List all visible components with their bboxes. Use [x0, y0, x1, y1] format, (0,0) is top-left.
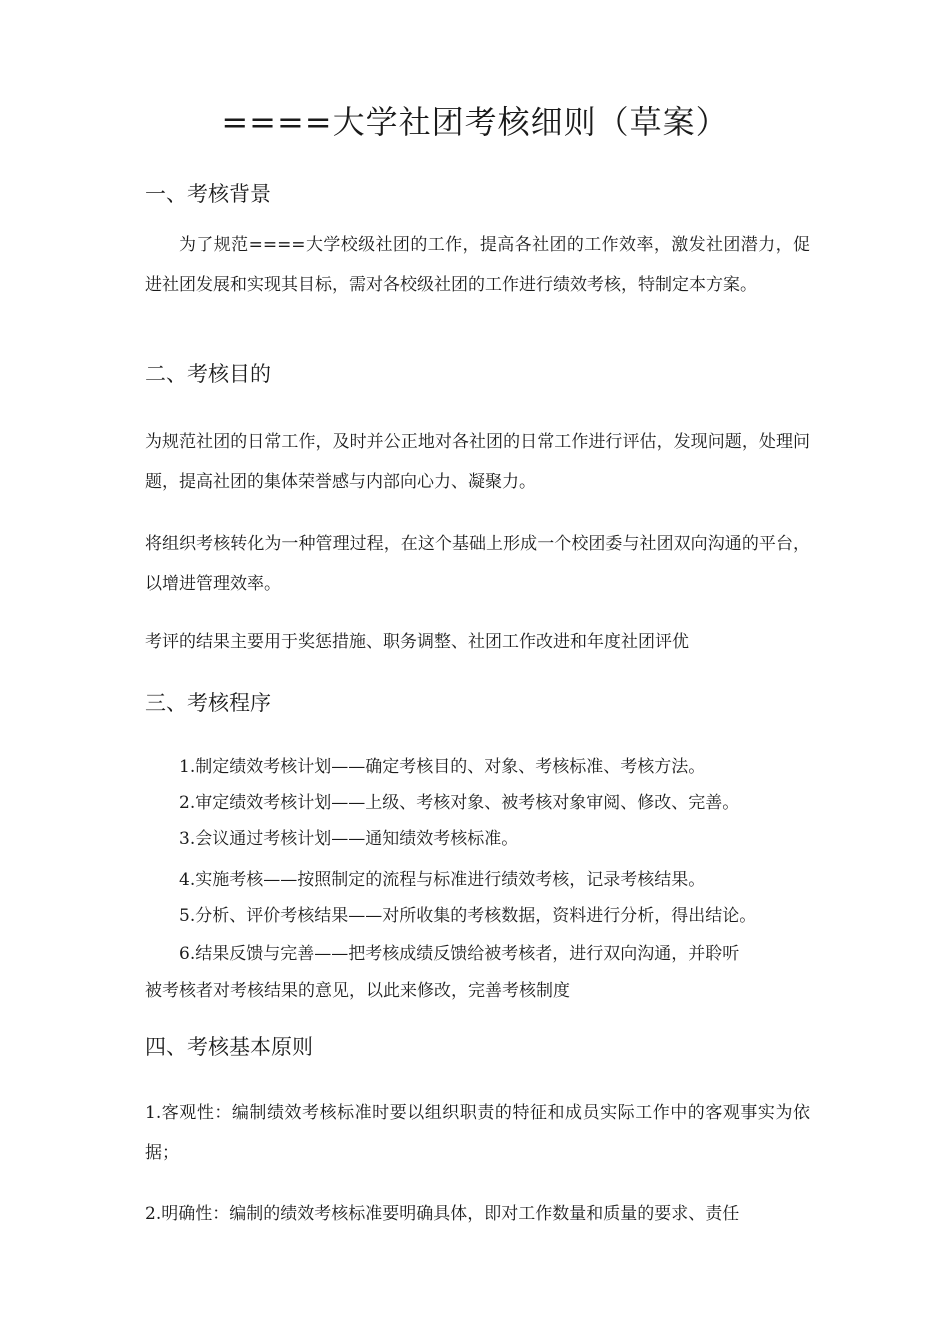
principle-objectivity: 1.客观性：编制绩效考核标准时要以组织职责的特征和成员实际工作中的客观事实为依据；	[145, 1103, 810, 1163]
section-heading-purpose: 二、考核目的	[145, 362, 271, 386]
document-title: ====大学社团考核细则（草案）	[221, 103, 729, 141]
background-paragraph: 为了规范====大学校级社团的工作，提高各社团的工作效率，激发社团潜力，促进社团发展和实现其目标，需对各校级社团的工作进行绩效考核，特制定本方案。	[145, 235, 810, 295]
section-heading-background: 一、考核背景	[145, 182, 271, 206]
section-heading-principles: 四、考核基本原则	[145, 1035, 313, 1059]
procedure-step-6-continued: 被考核者对考核结果的意见，以此来修改，完善考核制度	[145, 981, 570, 1001]
procedure-step-4: 4.实施考核——按照制定的流程与标准进行绩效考核，记录考核结果。	[179, 870, 706, 890]
procedure-step-5: 5.分析、评价考核结果——对所收集的考核数据，资料进行分析，得出结论。	[179, 906, 757, 926]
purpose-paragraph-3: 考评的结果主要用于奖惩措施、职务调整、社团工作改进和年度社团评优	[145, 632, 689, 652]
procedure-step-3: 3.会议通过考核计划——通知绩效考核标准。	[179, 829, 519, 849]
section-heading-procedure: 三、考核程序	[145, 691, 271, 715]
purpose-paragraph-2: 将组织考核转化为一种管理过程，在这个基础上形成一个校团委与社团双向沟通的平台，以增进管理效率。	[145, 534, 810, 594]
procedure-step-6: 6.结果反馈与完善——把考核成绩反馈给被考核者，进行双向沟通，并聆听	[179, 944, 740, 964]
principle-clarity: 2.明确性：编制的绩效考核标准要明确具体，即对工作数量和质量的要求、责任	[145, 1204, 740, 1224]
purpose-paragraph-1: 为规范社团的日常工作，及时并公正地对各社团的日常工作进行评估，发现问题，处理问题，提高社团的集体荣誉感与内部向心力、凝聚力。	[145, 432, 810, 492]
procedure-step-1: 1.制定绩效考核计划——确定考核目的、对象、考核标准、考核方法。	[179, 757, 706, 777]
procedure-step-2: 2.审定绩效考核计划——上级、考核对象、被考核对象审阅、修改、完善。	[179, 793, 740, 813]
